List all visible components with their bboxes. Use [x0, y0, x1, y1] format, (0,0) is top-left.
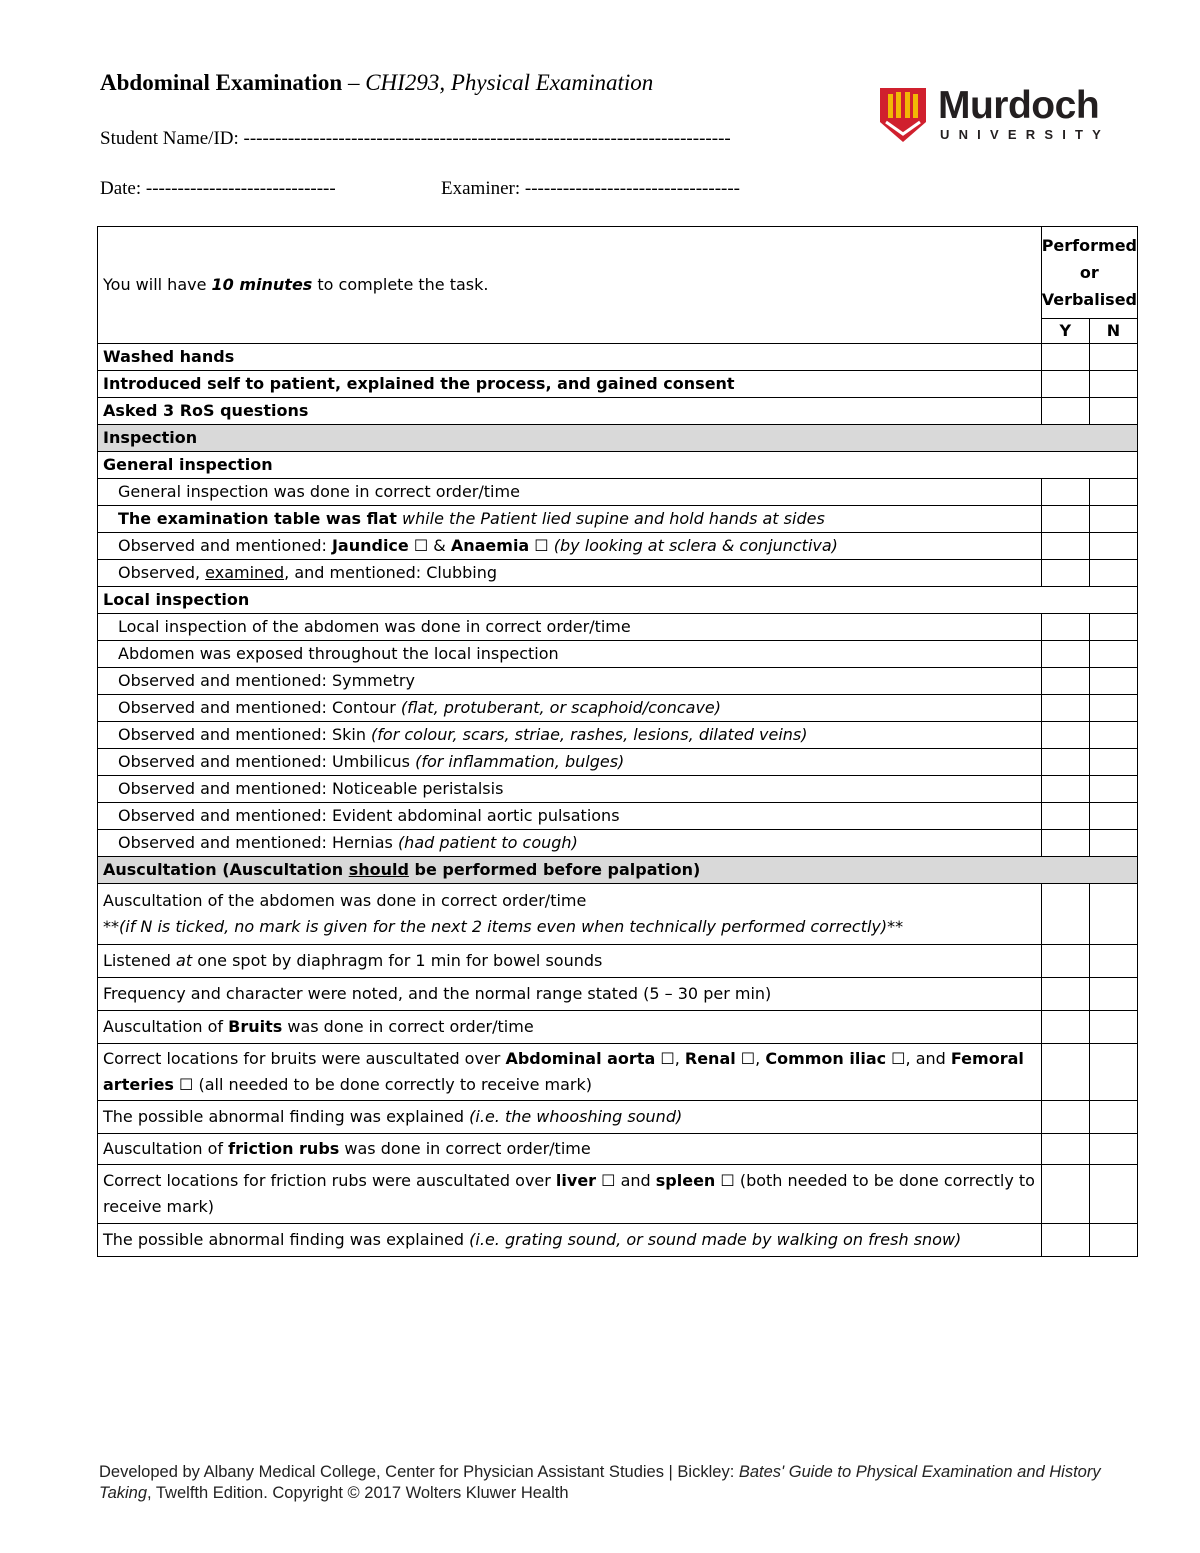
table-header-row	[98, 227, 1138, 319]
text: Observed and mentioned: Hernias	[118, 833, 398, 852]
text: was done in correct order/time	[282, 1017, 534, 1036]
checkbox-y[interactable]	[1041, 945, 1089, 978]
table-row	[98, 506, 1138, 533]
text: was done in correct order/time	[339, 1139, 591, 1158]
table-row	[98, 978, 1138, 1011]
table-row	[98, 614, 1138, 641]
item-friction-order	[98, 1134, 1042, 1165]
text: Observed and mentioned: Contour	[118, 698, 401, 717]
note: **(if N is ticked, no mark is given for the next 2 items even when technically performed correctly)**	[103, 917, 904, 936]
checkbox-n[interactable]	[1089, 506, 1137, 533]
checkbox-n[interactable]	[1089, 945, 1137, 978]
checklist-table	[97, 226, 1138, 1257]
item-friction-locations	[98, 1165, 1042, 1224]
checkbox-y[interactable]	[1041, 1101, 1089, 1134]
checkbox-n[interactable]	[1089, 978, 1137, 1011]
text: Auscultation (Auscultation	[103, 860, 349, 879]
text: ☐, and	[886, 1049, 951, 1068]
section-row	[98, 857, 1138, 884]
item-introduced-self: Introduced self to patient, explained the process, and gained consent	[98, 371, 1042, 398]
item-washed-hands: Washed hands	[98, 344, 1042, 371]
table-row	[98, 749, 1138, 776]
or-label: or	[1079, 263, 1099, 282]
checkbox-y[interactable]	[1041, 776, 1089, 803]
checkbox-n[interactable]	[1089, 1165, 1137, 1224]
checkbox-n[interactable]	[1089, 749, 1137, 776]
checkbox-y[interactable]	[1041, 803, 1089, 830]
intro-duration: 10 minutes	[211, 275, 313, 294]
text: Auscultation of	[103, 1017, 229, 1036]
note: (had patient to cough)	[397, 833, 578, 852]
text: ☐,	[655, 1049, 685, 1068]
note: (i.e. the whooshing sound)	[469, 1107, 683, 1126]
text: ☐ &	[408, 536, 451, 555]
note: (for colour, scars, striae, rashes, lesions, dilated veins)	[371, 725, 808, 744]
table-row	[98, 479, 1138, 506]
footer-text: , Twelfth Edition. Copyright © 2017 Wolters Kluwer Health	[147, 1484, 569, 1502]
item-local-order: Local inspection of the abdomen was done in correct order/time	[98, 614, 1042, 641]
checkbox-n[interactable]	[1089, 695, 1137, 722]
section-auscultation	[98, 857, 1138, 884]
table-row	[98, 344, 1138, 371]
item-friction-abnormal	[98, 1224, 1042, 1257]
abdominal-aorta-label: Abdominal aorta	[505, 1049, 656, 1068]
text: be performed before palpation)	[408, 860, 701, 879]
performed-label: Performed	[1041, 236, 1137, 255]
text: The possible abnormal finding was explained	[103, 1107, 470, 1126]
checkbox-y[interactable]	[1041, 830, 1089, 857]
column-y-header: Y	[1041, 319, 1089, 344]
table-row	[98, 830, 1138, 857]
table-row	[98, 1101, 1138, 1134]
title-main: Abdominal Examination	[100, 70, 343, 95]
checkbox-n[interactable]	[1089, 344, 1137, 371]
checkbox-n[interactable]	[1089, 1101, 1137, 1134]
checkbox-y[interactable]	[1041, 1224, 1089, 1257]
table-row	[98, 722, 1138, 749]
checkbox-y[interactable]	[1041, 641, 1089, 668]
intro-pre: You will have	[103, 275, 212, 294]
subsection-row	[98, 587, 1138, 614]
text: Observed and mentioned: Skin	[118, 725, 372, 744]
footer-book-title: Bates' Guide to Physical Examination and History Taking	[99, 1463, 1101, 1502]
table-row	[98, 803, 1138, 830]
footer-credit	[99, 1462, 1119, 1504]
checkbox-n[interactable]	[1089, 884, 1137, 945]
item-jaundice-anaemia	[98, 533, 1042, 560]
text: Auscultation of	[103, 1139, 229, 1158]
item-bruit-abnormal	[98, 1101, 1042, 1134]
checkbox-n[interactable]	[1089, 830, 1137, 857]
item-general-order: General inspection was done in correct order/time	[98, 479, 1042, 506]
footer-text: Developed by Albany Medical College, Center for Physician Assistant Studies | Bickley:	[99, 1463, 739, 1481]
table-row	[98, 1224, 1138, 1257]
subsection-general-inspection: General inspection	[98, 452, 1138, 479]
checkbox-y[interactable]	[1041, 560, 1089, 587]
text: ☐ and	[596, 1171, 656, 1190]
checkbox-y[interactable]	[1041, 1134, 1089, 1165]
checkbox-n[interactable]	[1089, 533, 1137, 560]
examined-underlined: examined	[205, 563, 285, 582]
checkbox-y[interactable]	[1041, 668, 1089, 695]
checkbox-y[interactable]	[1041, 614, 1089, 641]
note: (i.e. grating sound, or sound made by walking on fresh snow)	[469, 1230, 962, 1249]
table-row	[98, 1011, 1138, 1044]
table-row	[98, 695, 1138, 722]
intro-post: to complete the task.	[312, 275, 489, 294]
text: ☐ (all needed to be done correctly to receive mark)	[173, 1075, 592, 1094]
text: The possible abnormal finding was explained	[103, 1230, 470, 1249]
checkbox-n[interactable]	[1089, 479, 1137, 506]
item-aortic-pulsations: Observed and mentioned: Evident abdominal aortic pulsations	[98, 803, 1042, 830]
text: Observed and mentioned: Umbilicus	[118, 752, 416, 771]
at-italic: at	[176, 951, 193, 970]
item-diaphragm	[98, 945, 1042, 978]
performed-header	[1041, 227, 1137, 319]
section-row	[98, 425, 1138, 452]
text: Observed and mentioned:	[118, 536, 332, 555]
table-row	[98, 668, 1138, 695]
item-table-flat-italic: while the Patient lied supine and hold hands at sides	[396, 509, 825, 528]
checkbox-n[interactable]	[1089, 560, 1137, 587]
text: Listened	[103, 951, 177, 970]
checkbox-y[interactable]	[1041, 1011, 1089, 1044]
item-table-flat-bold: The examination table was flat	[118, 509, 397, 528]
checkbox-n[interactable]	[1089, 1224, 1137, 1257]
item-frequency: Frequency and character were noted, and the normal range stated (5 – 30 per min)	[98, 978, 1042, 1011]
table-row	[98, 1134, 1138, 1165]
page-title	[100, 70, 653, 96]
logo-wordmark: Murdoch	[938, 84, 1100, 127]
table-row	[98, 776, 1138, 803]
intro-cell	[98, 227, 1042, 344]
student-name-field[interactable]: Student Name/ID: -----------------------------------------------------------------------------	[100, 128, 731, 149]
checkbox-n[interactable]	[1089, 1134, 1137, 1165]
text: ☐	[529, 536, 554, 555]
title-course: CHI293, Physical Examination	[365, 70, 654, 95]
table-row	[98, 641, 1138, 668]
checkbox-y[interactable]	[1041, 749, 1089, 776]
jaundice-label: Jaundice	[331, 536, 409, 555]
checkbox-n[interactable]	[1089, 803, 1137, 830]
item-bruits-order	[98, 1011, 1042, 1044]
date-field[interactable]: Date: ------------------------------	[100, 178, 336, 199]
table-row	[98, 1165, 1138, 1224]
note: (for inflammation, bulges)	[415, 752, 625, 771]
femoral-arteries-label: Femoral arteries	[103, 1049, 1024, 1094]
checkbox-y[interactable]	[1041, 722, 1089, 749]
item-auscultation-order	[98, 884, 1042, 945]
checkbox-y[interactable]	[1041, 978, 1089, 1011]
common-iliac-label: Common iliac	[765, 1049, 887, 1068]
checkbox-y[interactable]	[1041, 884, 1089, 945]
item-ros-questions: Asked 3 RoS questions	[98, 398, 1042, 425]
anaemia-label: Anaemia	[450, 536, 530, 555]
checkbox-y[interactable]	[1041, 344, 1089, 371]
text: ☐,	[735, 1049, 766, 1068]
checkbox-y[interactable]	[1041, 695, 1089, 722]
murdoch-logo	[878, 86, 1110, 148]
logo-subtitle: UNIVERSITY	[940, 127, 1111, 142]
table-row	[98, 1044, 1138, 1101]
item-clubbing	[98, 560, 1042, 587]
checkbox-y[interactable]	[1041, 1165, 1089, 1224]
table-row	[98, 560, 1138, 587]
table-row	[98, 884, 1138, 945]
item-peristalsis: Observed and mentioned: Noticeable peristalsis	[98, 776, 1042, 803]
checkbox-y[interactable]	[1041, 506, 1089, 533]
table-row	[98, 533, 1138, 560]
text: Correct locations for friction rubs were auscultated over	[103, 1171, 556, 1190]
text: one spot by diaphragm for 1 min for bowel sounds	[192, 951, 603, 970]
bruits-label: Bruits	[228, 1017, 283, 1036]
checkbox-n[interactable]	[1089, 722, 1137, 749]
item-abdomen-exposed: Abdomen was exposed throughout the local inspection	[98, 641, 1042, 668]
note: (by looking at sclera & conjunctiva)	[553, 536, 838, 555]
section-inspection: Inspection	[98, 425, 1138, 452]
checkbox-n[interactable]	[1089, 668, 1137, 695]
item-skin	[98, 722, 1042, 749]
checkbox-y[interactable]	[1041, 371, 1089, 398]
table-row	[98, 398, 1138, 425]
subsection-row	[98, 452, 1138, 479]
verbalised-label: Verbalised	[1041, 290, 1137, 309]
checkbox-n[interactable]	[1089, 398, 1137, 425]
text: Auscultation of the abdomen was done in correct order/time	[103, 891, 587, 910]
text: Observed,	[118, 563, 206, 582]
subsection-local-inspection: Local inspection	[98, 587, 1138, 614]
title-separator: –	[342, 70, 366, 95]
checkbox-n[interactable]	[1089, 614, 1137, 641]
column-n-header: N	[1089, 319, 1137, 344]
checkbox-n[interactable]	[1089, 371, 1137, 398]
note: (flat, protuberant, or scaphoid/concave)	[400, 698, 722, 717]
checkbox-y[interactable]	[1041, 533, 1089, 560]
item-bruit-locations	[98, 1044, 1042, 1101]
checkbox-n[interactable]	[1089, 1044, 1137, 1101]
murdoch-crest-icon	[878, 86, 928, 146]
item-hernias	[98, 830, 1042, 857]
table-row	[98, 371, 1138, 398]
checkbox-y[interactable]	[1041, 1044, 1089, 1101]
checkbox-n[interactable]	[1089, 776, 1137, 803]
item-contour	[98, 695, 1042, 722]
friction-rubs-label: friction rubs	[228, 1139, 340, 1158]
checkbox-n[interactable]	[1089, 1011, 1137, 1044]
item-umbilicus	[98, 749, 1042, 776]
table-row	[98, 945, 1138, 978]
examiner-field[interactable]: Examiner: ----------------------------------	[441, 178, 741, 199]
renal-label: Renal	[684, 1049, 736, 1068]
checkbox-y[interactable]	[1041, 479, 1089, 506]
spleen-label: spleen	[655, 1171, 716, 1190]
text: Correct locations for bruits were auscultated over	[103, 1049, 506, 1068]
should-underlined: should	[348, 860, 409, 879]
text: ☐ (both needed to be done correctly to receive mark)	[103, 1171, 1035, 1216]
liver-label: liver	[555, 1171, 597, 1190]
checkbox-y[interactable]	[1041, 398, 1089, 425]
checkbox-n[interactable]	[1089, 641, 1137, 668]
item-symmetry: Observed and mentioned: Symmetry	[98, 668, 1042, 695]
text: , and mentioned: Clubbing	[284, 563, 498, 582]
item-table-flat	[98, 506, 1042, 533]
